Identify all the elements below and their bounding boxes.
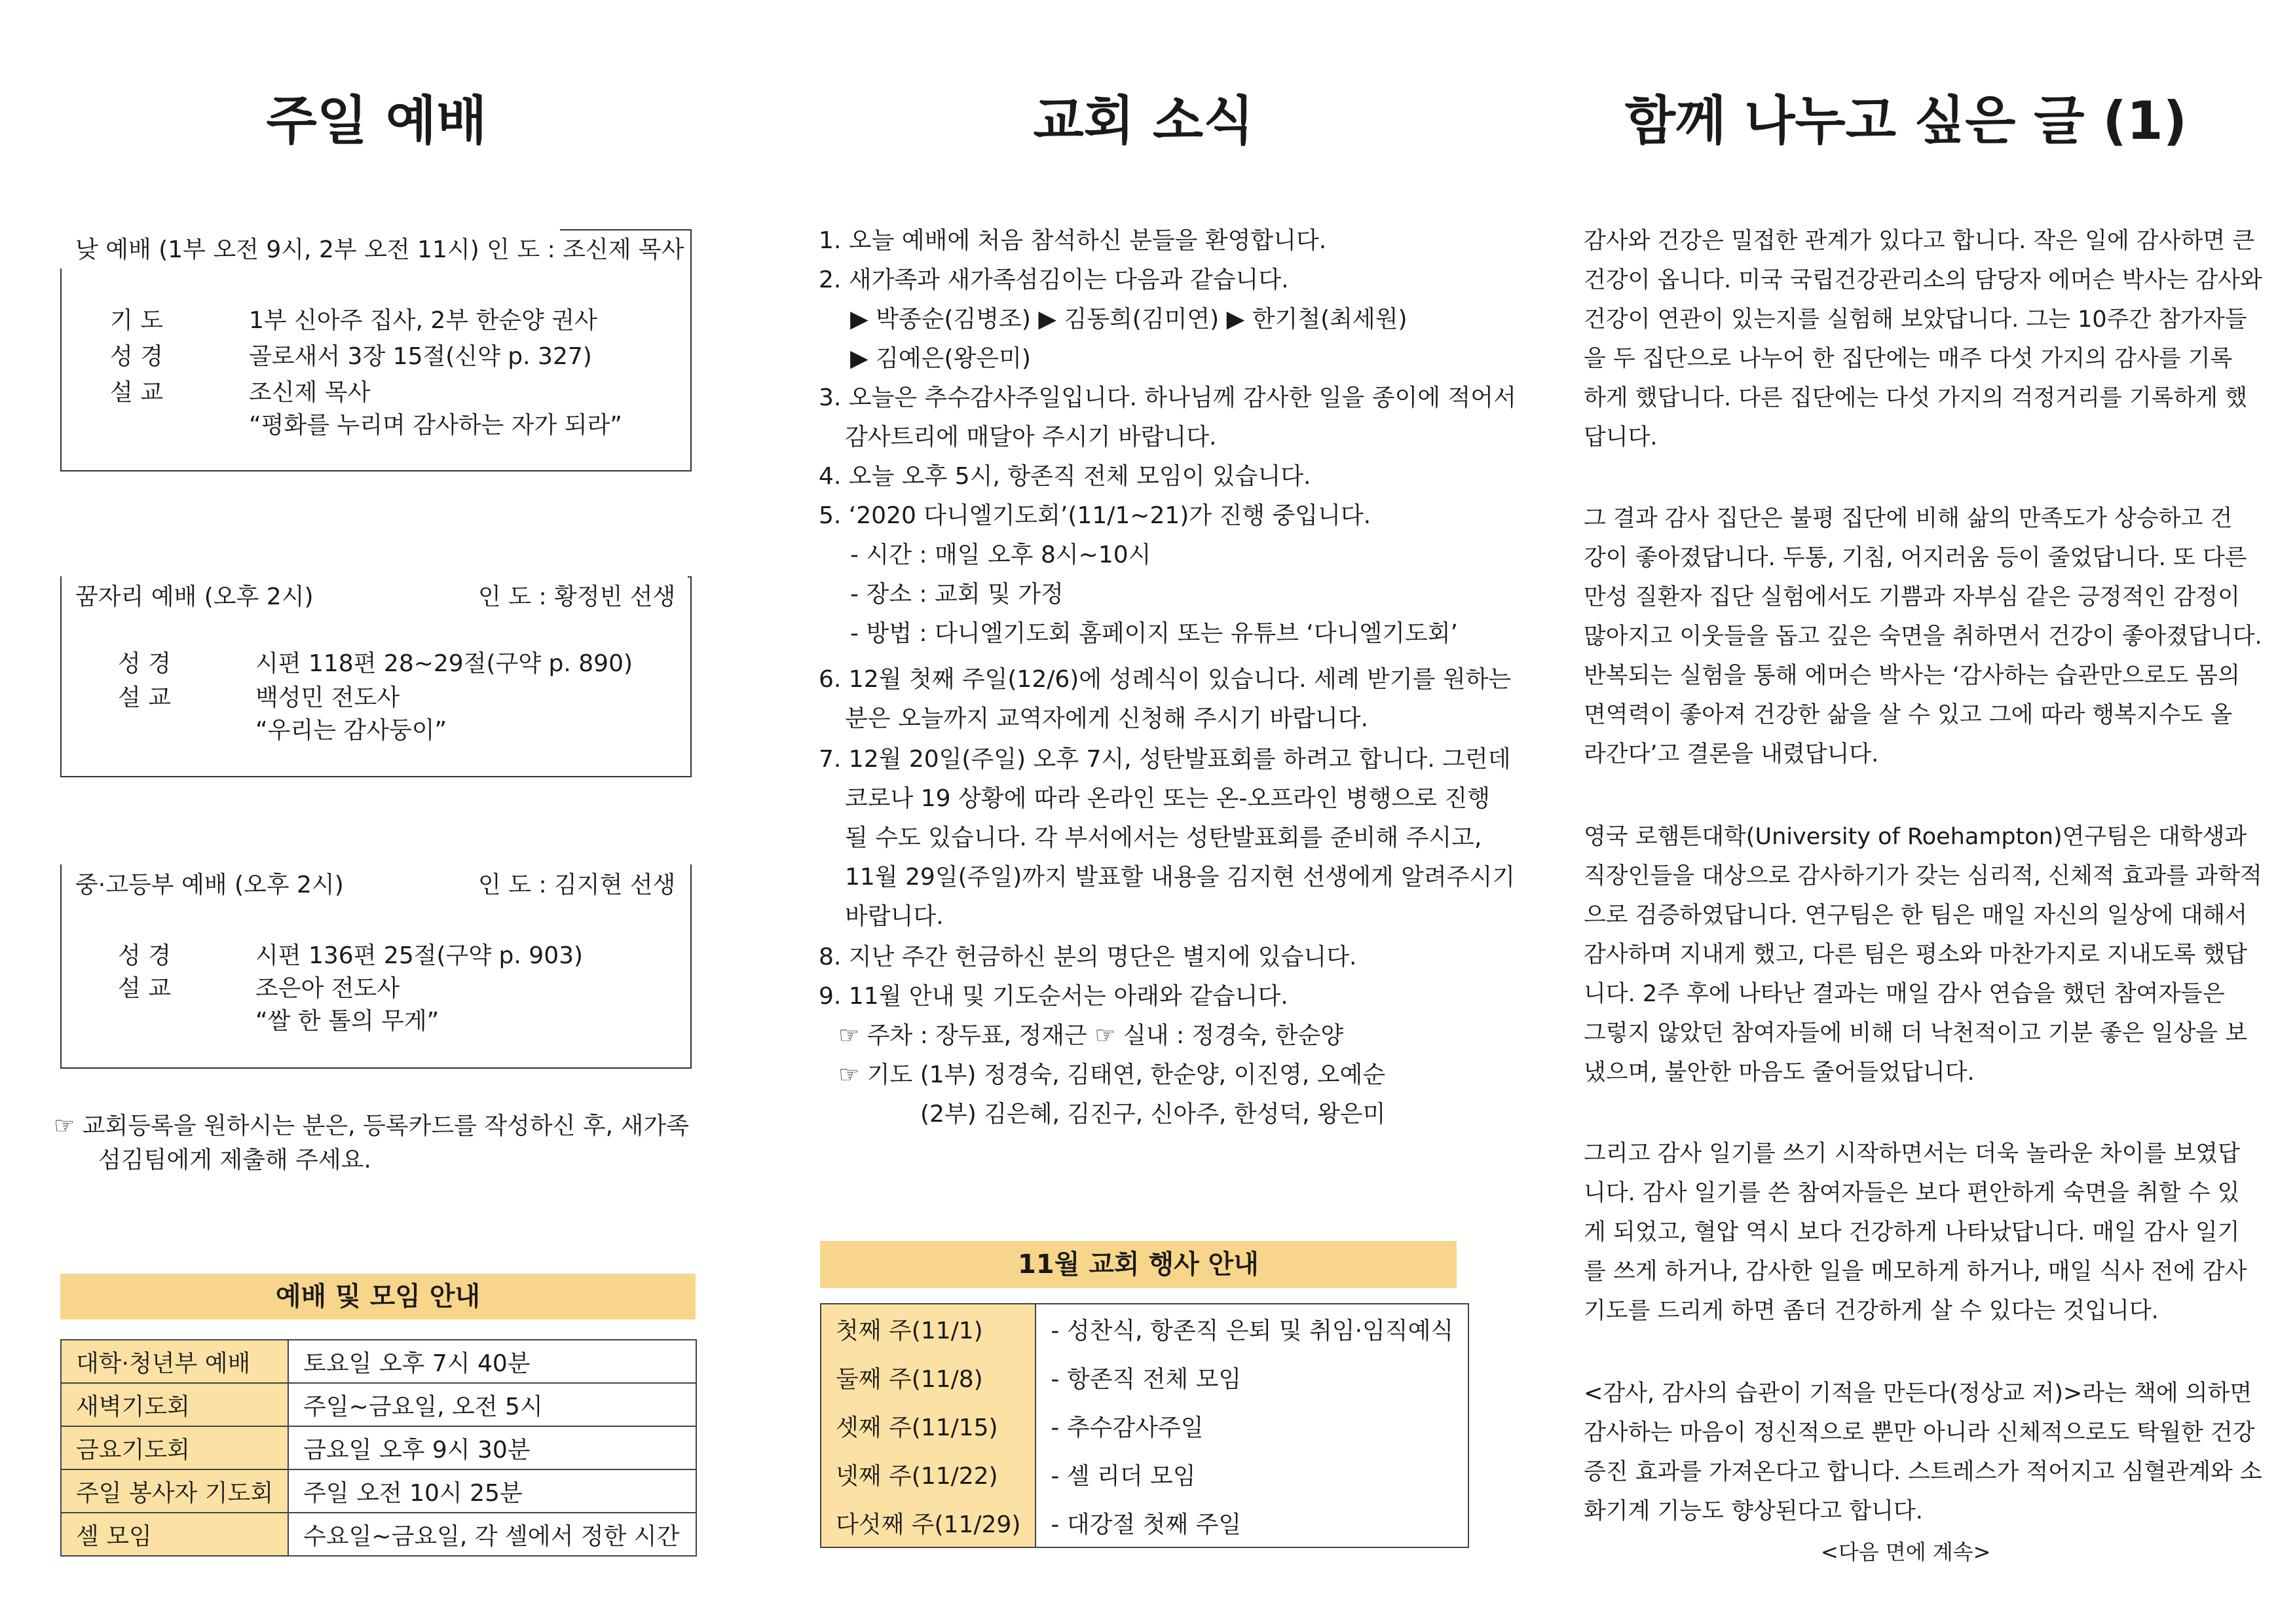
youth-service-leader: 인 도 : 김지현 선생 bbox=[478, 872, 676, 898]
essay-line: 답니다. bbox=[1584, 424, 1658, 451]
news-line: - 시간 : 매일 오후 8시~10시 bbox=[850, 542, 1151, 568]
children-service-header: 꿈자리 예배 (오후 2시) bbox=[75, 583, 314, 610]
meeting-name: 대학·청년부 예배 bbox=[61, 1340, 288, 1383]
news-line: 바랍니다. bbox=[845, 903, 944, 930]
children-service-leader: 인 도 : 황정빈 선생 bbox=[478, 583, 676, 610]
news-line: 코로나 19 상황에 따라 온라인 또는 온-오프라인 병행으로 진행 bbox=[845, 785, 1490, 812]
event-week: 넷째 주(11/22) bbox=[821, 1450, 1036, 1498]
meeting-time: 수요일~금요일, 각 셀에서 정한 시간 bbox=[288, 1513, 696, 1556]
col2-title: 교회 소식 bbox=[997, 88, 1290, 154]
news-line: 9. 11월 안내 및 기도순서는 아래와 같습니다. bbox=[819, 983, 1288, 1010]
essay-line: 만성 질환자 집단 실험에서도 기쁨과 자부심 같은 긍정적인 감정이 bbox=[1584, 584, 2240, 610]
news-line: 감사트리에 매달아 주시기 바랍니다. bbox=[845, 424, 1217, 451]
essay-line: 을 두 집단으로 나누어 한 집단에는 매주 다섯 가지의 감사를 기록 bbox=[1584, 346, 2233, 372]
continued-note: <다음 면에 계속> bbox=[1821, 1540, 1991, 1564]
day-prayer-value: 1부 신아주 집사, 2부 한순양 권사 bbox=[249, 307, 597, 334]
meeting-time: 토요일 오후 7시 40분 bbox=[288, 1340, 696, 1383]
essay-line: 니다. 감사 일기를 쓴 참여자들은 보다 편안하게 숙면을 취할 수 있 bbox=[1584, 1180, 2240, 1206]
essay-line: 그리고 감사 일기를 쓰기 시작하면서는 더욱 놀라운 차이를 보였답 bbox=[1584, 1141, 2240, 1167]
event-week: 첫째 주(11/1) bbox=[821, 1304, 1036, 1353]
youth-sermon-title: “쌀 한 톨의 무게” bbox=[255, 1008, 439, 1035]
news-line: ▶ 박종순(김병조) ▶ 김동희(김미연) ▶ 한기철(최세원) bbox=[850, 306, 1408, 333]
day-sermon-value: 조신제 목사 bbox=[249, 379, 371, 406]
children-scripture-label: 성 경 bbox=[118, 650, 171, 677]
meeting-time: 주일~금요일, 오전 5시 bbox=[288, 1383, 696, 1426]
table-row bbox=[821, 1450, 1468, 1498]
events-title: 11월 교회 행사 안내 bbox=[820, 1241, 1457, 1288]
news-line: ▶ 김예은(왕은미) bbox=[850, 345, 1031, 372]
meetings-title: 예배 및 모임 안내 bbox=[60, 1274, 696, 1320]
registration-note: ☞ 교회등록을 원하시는 분은, 등록카드를 작성하신 후, 새가족 bbox=[54, 1113, 689, 1139]
table-row bbox=[61, 1426, 696, 1469]
news-line: - 방법 : 다니엘기도회 홈페이지 또는 유튜브 ‘다니엘기도회’ bbox=[850, 620, 1458, 647]
essay-line: 강이 좋아졌답니다. 두통, 기침, 어지러움 등이 줄었답니다. 또 다른 bbox=[1584, 545, 2247, 571]
table-row bbox=[61, 1383, 696, 1426]
essay-line: <감사, 감사의 습관이 기적을 만든다(정상교 저)>라는 책에 의하면 bbox=[1584, 1380, 2252, 1407]
table-row bbox=[61, 1340, 696, 1383]
essay-line: 증진 효과를 가져온다고 합니다. 스트레스가 적어지고 심혈관계와 소 bbox=[1584, 1459, 2262, 1485]
news-line: ☞ 주차 : 장두표, 정재근 ☞ 실내 : 정경숙, 한순양 bbox=[838, 1022, 1344, 1049]
day-scripture-value: 골로새서 3장 15절(신약 p. 327) bbox=[249, 343, 592, 370]
essay-line: 반복되는 실험을 통해 에머슨 박사는 ‘감사하는 습관만으로도 몸의 bbox=[1584, 663, 2240, 689]
meeting-name: 새벽기도회 bbox=[61, 1383, 288, 1426]
news-line: 1. 오늘 예배에 처음 참석하신 분들을 환영합니다. bbox=[819, 227, 1327, 254]
news-line: 될 수도 있습니다. 각 부서에서는 성탄발표회를 준비해 주시고, bbox=[845, 824, 1482, 851]
registration-note-cont: 섬김팀에게 제출해 주세요. bbox=[98, 1147, 371, 1173]
day-scripture-label: 성 경 bbox=[110, 343, 163, 370]
youth-sermon-label: 설 교 bbox=[118, 975, 171, 1002]
meeting-time: 금요일 오후 9시 30분 bbox=[288, 1426, 696, 1469]
event-week: 다섯째 주(11/29) bbox=[821, 1498, 1036, 1547]
essay-line: 감사하는 마음이 정신적으로 뿐만 아니라 신체적으로도 탁월한 건강 bbox=[1584, 1420, 2255, 1446]
divider bbox=[688, 576, 690, 578]
meeting-name: 주일 봉사자 기도회 bbox=[61, 1469, 288, 1513]
table-row bbox=[61, 1469, 696, 1513]
news-line: 2. 새가족과 새가족섬김이는 다음과 같습니다. bbox=[819, 267, 1289, 293]
youth-scripture-label: 성 경 bbox=[118, 942, 171, 969]
essay-line: 감사하며 지내게 했고, 다른 팀은 평소와 마찬가지로 지내도록 했답 bbox=[1584, 942, 2248, 968]
day-prayer-label: 기 도 bbox=[110, 307, 163, 334]
children-sermon-label: 설 교 bbox=[118, 684, 171, 711]
youth-sermon-value: 조은아 전도사 bbox=[255, 975, 400, 1002]
essay-line: 화기계 기능도 향상된다고 합니다. bbox=[1584, 1498, 1923, 1524]
essay-line: 냈으며, 불안한 마음도 줄어들었답니다. bbox=[1584, 1060, 1975, 1086]
children-sermon-value: 백성민 전도사 bbox=[255, 684, 400, 711]
news-line: 분은 오늘까지 교역자에게 신청해 주시기 바랍니다. bbox=[845, 705, 1368, 732]
table-row bbox=[821, 1401, 1468, 1450]
essay-line: 라간다’고 결론을 내렸답니다. bbox=[1584, 741, 1879, 767]
youth-scripture-value: 시편 136편 25절(구약 p. 903) bbox=[255, 942, 584, 969]
table-row bbox=[821, 1498, 1468, 1547]
essay-line: 직장인들을 대상으로 감사하기가 갖는 심리적, 신체적 효과를 과학적 bbox=[1584, 863, 2262, 889]
essay-line: 많아지고 이웃들을 돕고 깊은 숙면을 취하면서 건강이 좋아졌답니다. bbox=[1584, 623, 2262, 650]
event-desc: - 셀 리더 모임 bbox=[1051, 1462, 1196, 1490]
meeting-time: 주일 오전 10시 25분 bbox=[288, 1469, 696, 1513]
children-scripture-value: 시편 118편 28~29절(구약 p. 890) bbox=[255, 650, 633, 677]
table-row bbox=[821, 1304, 1468, 1353]
table-row bbox=[61, 1513, 696, 1556]
essay-line: 그 결과 감사 집단은 불평 집단에 비해 삶의 만족도가 상승하고 건 bbox=[1584, 506, 2233, 532]
essay-line: 감사와 건강은 밀접한 관계가 있다고 합니다. 작은 일에 감사하면 큰 bbox=[1584, 228, 2255, 254]
news-line: 8. 지난 주간 헌금하신 분의 명단은 별지에 있습니다. bbox=[819, 944, 1357, 970]
event-desc: - 성찬식, 항존직 은퇴 및 취임·임직예식 bbox=[1051, 1317, 1454, 1344]
event-desc: - 대강절 첫째 주일 bbox=[1051, 1511, 1242, 1538]
meetings-table bbox=[60, 1339, 697, 1557]
news-line: 6. 12월 첫째 주일(12/6)에 성례식이 있습니다. 세례 받기를 원하는 bbox=[819, 666, 1512, 693]
news-line: 3. 오늘은 추수감사주일입니다. 하나님께 감사한 일을 종이에 적어서 bbox=[819, 384, 1516, 411]
essay-line: 니다. 2주 후에 나타난 결과는 매일 감사 연습을 했던 참여자들은 bbox=[1584, 981, 2225, 1007]
event-desc: - 추수감사주일 bbox=[1051, 1414, 1204, 1441]
essay-line: 건강이 연관이 있는지를 실험해 보았답니다. 그는 10주간 참가자들 bbox=[1584, 306, 2247, 333]
day-sermon-label: 설 교 bbox=[110, 379, 163, 406]
day-sermon-title: “평화를 누리며 감사하는 자가 되라” bbox=[249, 412, 622, 439]
news-line: 5. ‘2020 다니엘기도회’(11/1~21)가 진행 중입니다. bbox=[819, 502, 1371, 529]
essay-line: 면역력이 좋아져 건강한 삶을 살 수 있고 그에 따라 행복지수도 올 bbox=[1584, 702, 2233, 728]
news-line: 11월 29일(주일)까지 발표할 내용을 김지현 선생에게 알려주시기 bbox=[845, 864, 1515, 891]
essay-line: 를 쓰게 하거나, 감사한 일을 메모하게 하거나, 매일 식사 전에 감사 bbox=[1584, 1259, 2247, 1285]
essay-line: 건강이 옵니다. 미국 국립건강관리소의 담당자 에머슨 박사는 감사와 bbox=[1584, 267, 2262, 293]
children-sermon-title: “우리는 감사둥이” bbox=[255, 717, 447, 744]
day-service-header: 낮 예배 (1부 오전 9시, 2부 오전 11시) 인 도 : 조신제 목사 bbox=[75, 236, 684, 263]
youth-service-header: 중·고등부 예배 (오후 2시) bbox=[75, 872, 344, 898]
meeting-name: 셀 모임 bbox=[61, 1513, 288, 1556]
essay-line: 기도를 드리게 하면 좀더 건강하게 살 수 있다는 것입니다. bbox=[1584, 1298, 2159, 1324]
event-week: 둘째 주(11/8) bbox=[821, 1353, 1036, 1401]
col1-title: 주일 예배 bbox=[233, 88, 521, 154]
events-table bbox=[820, 1303, 1469, 1548]
news-line: 7. 12월 20일(주일) 오후 7시, 성탄발표회를 하려고 합니다. 그런데 bbox=[819, 746, 1511, 773]
event-desc: - 항존직 전체 모임 bbox=[1051, 1365, 1242, 1393]
event-week: 셋째 주(11/15) bbox=[821, 1401, 1036, 1450]
table-row bbox=[821, 1353, 1468, 1401]
essay-line: 게 되었고, 혈압 역시 보다 건강하게 나타났답니다. 매일 감사 일기 bbox=[1584, 1219, 2240, 1246]
news-line: (2부) 김은혜, 김진구, 신아주, 한성덕, 왕은미 bbox=[920, 1101, 1386, 1128]
col3-title: 함께 나누고 싶은 글 (1) bbox=[1608, 88, 2204, 154]
news-line: - 장소 : 교회 및 가정 bbox=[850, 581, 1064, 608]
essay-line: 으로 검증하였답니다. 연구팀은 한 팀은 매일 자신의 일상에 대해서 bbox=[1584, 902, 2248, 929]
news-line: ☞ 기도 (1부) 정경숙, 김태연, 한순양, 이진영, 오예순 bbox=[838, 1061, 1386, 1088]
essay-line: 그렇지 않았던 참여자들에 비해 더 낙천적이고 기분 좋은 일상을 보 bbox=[1584, 1020, 2248, 1046]
news-line: 4. 오늘 오후 5시, 항존직 전체 모임이 있습니다. bbox=[819, 463, 1311, 490]
meeting-name: 금요기도회 bbox=[61, 1426, 288, 1469]
essay-line: 하게 했답니다. 다른 집단에는 다섯 가지의 걱정거리를 기록하게 했 bbox=[1584, 385, 2248, 411]
essay-line: 영국 로햄튼대학(University of Roehampton)연구팀은 대학생과 bbox=[1584, 824, 2247, 850]
